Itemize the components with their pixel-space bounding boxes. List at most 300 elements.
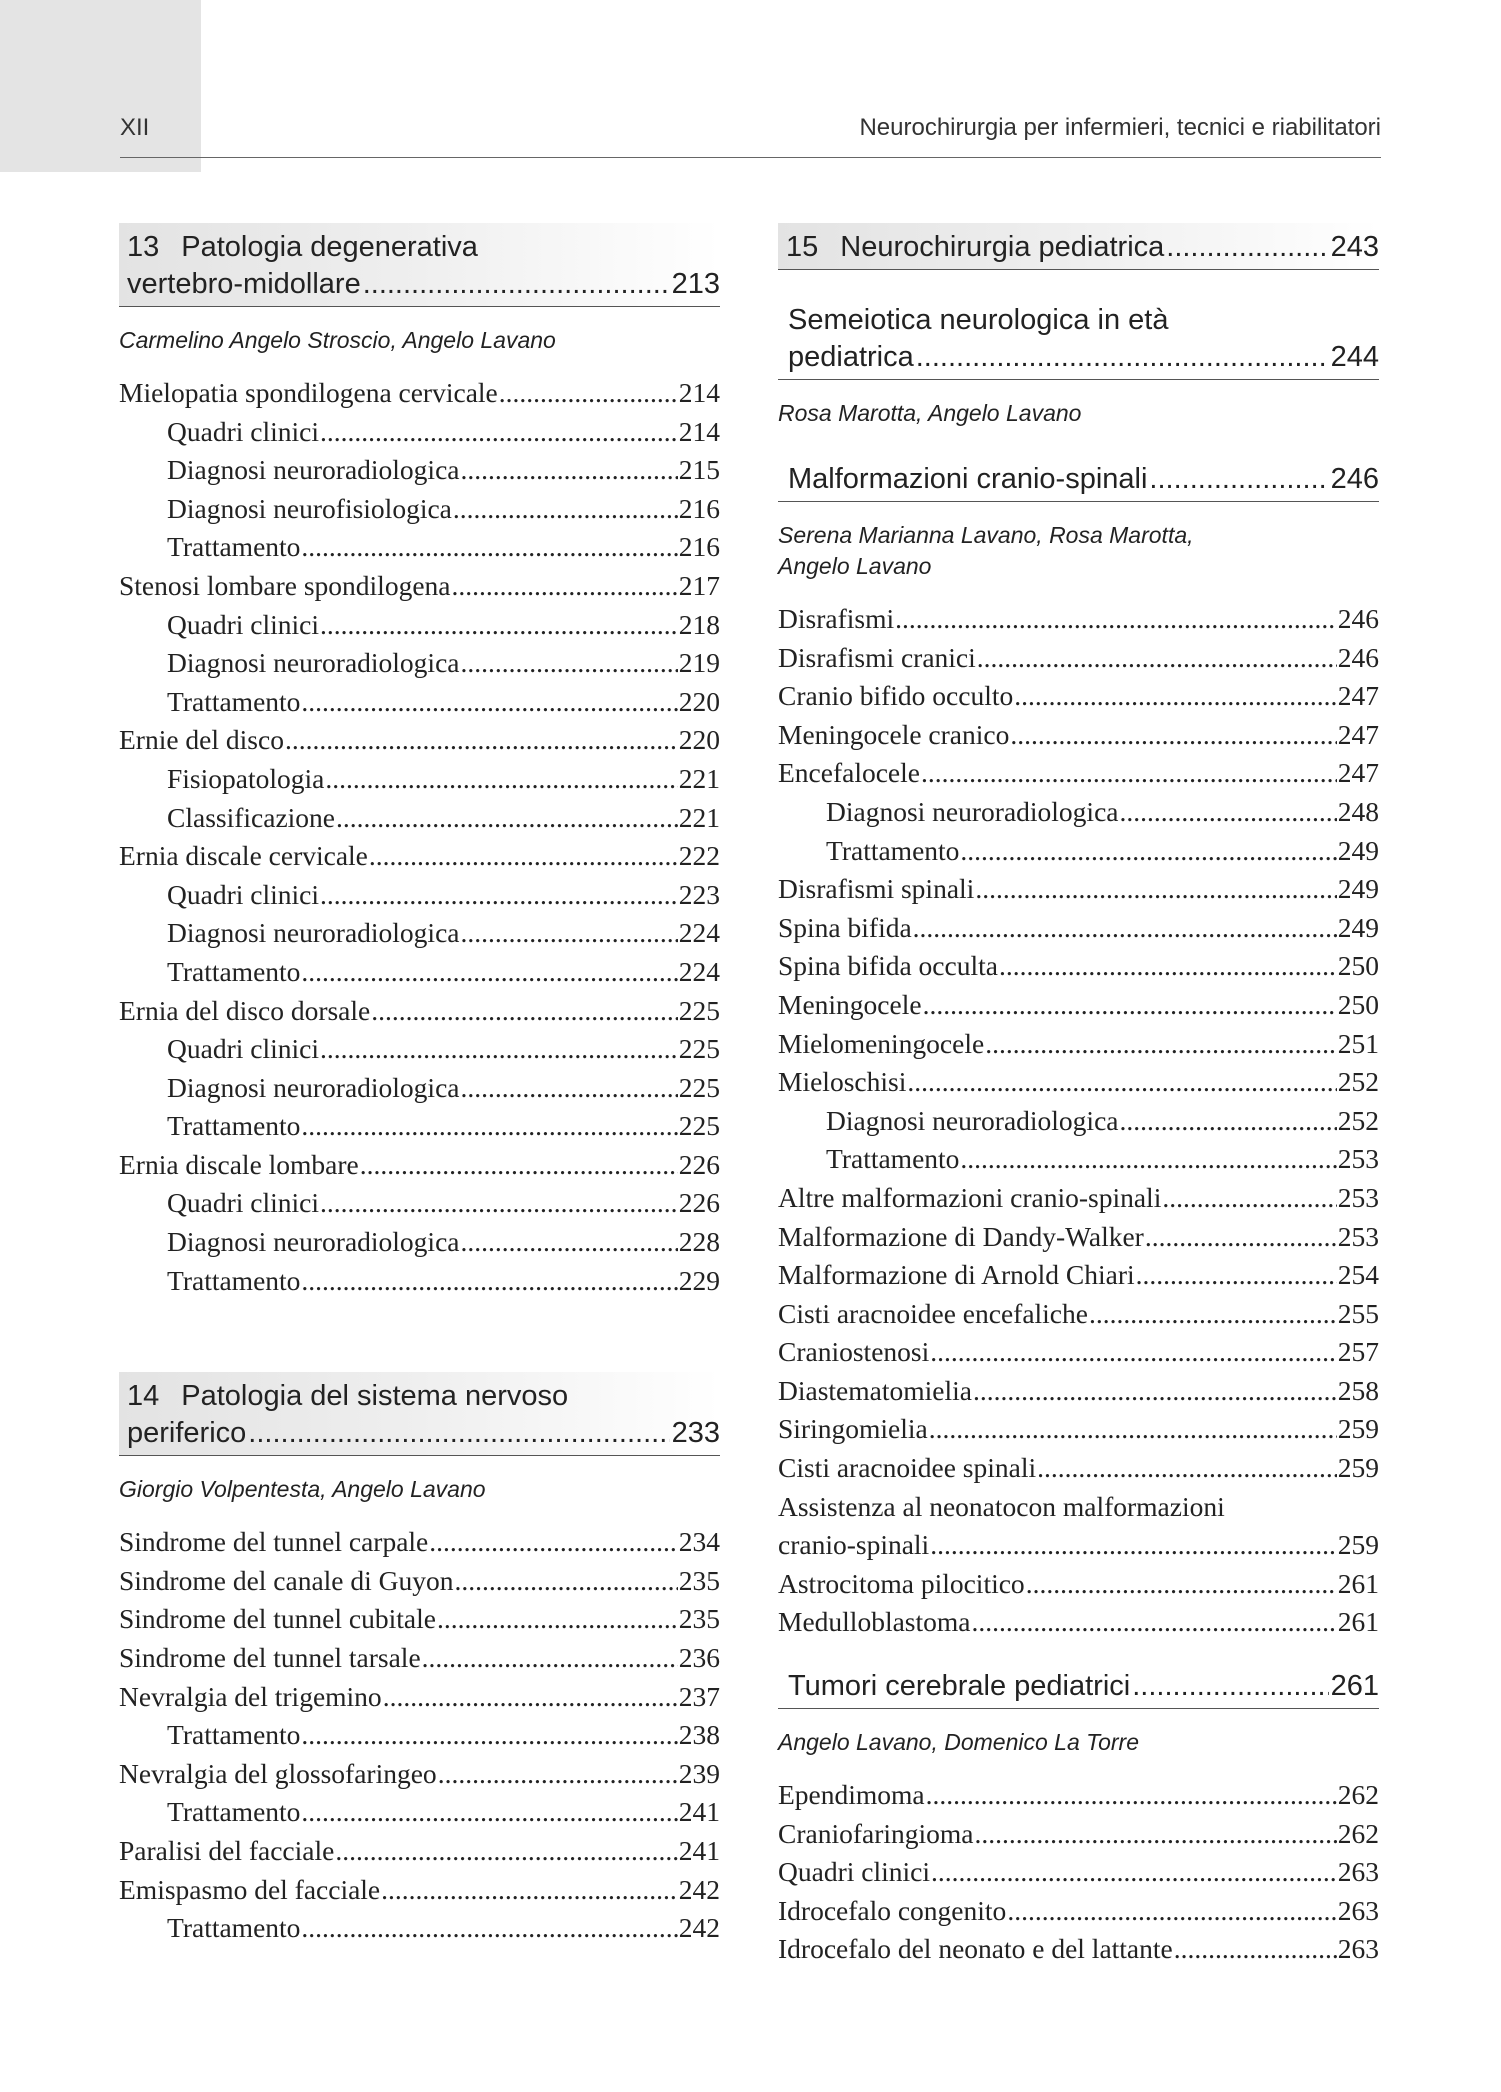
entry-label: Trattamento (826, 1143, 960, 1175)
leader-dots (913, 909, 1337, 948)
entry-label: Mielopatia spondilogena cervicale (119, 377, 498, 408)
entry-page: 247 (1337, 757, 1379, 789)
entry-label: Meningocele (778, 988, 922, 1020)
entry-page: 226 (678, 1148, 720, 1180)
entry-label: Astrocitoma pilocitico (778, 1567, 1025, 1599)
entry-label: Diagnosi neuroradiologica (167, 647, 460, 679)
leader-dots (973, 1372, 1337, 1411)
chapter-number: 15 (786, 231, 819, 263)
entry-page: 223 (678, 878, 720, 910)
entry-label: Cisti aracnoidee encefaliche (778, 1297, 1088, 1329)
entry-label: Altre malformazioni cranio-spinali (778, 1181, 1162, 1213)
toc-entry[interactable] (119, 1223, 720, 1262)
leader-dots (301, 1716, 677, 1755)
leader-dots (1014, 677, 1337, 716)
entry-label: Sindrome del tunnel carpale (119, 1526, 429, 1558)
entry-label: Quadri clinici (167, 878, 319, 910)
malformazioni-entries-2 (778, 1565, 1379, 1642)
running-title: Neurochirurgia per infermieri, tecnici e riabilitatori (859, 114, 1381, 141)
leader-dots (1166, 229, 1328, 266)
entry-label: Diagnosi neurofisiologica (167, 492, 452, 524)
entry-label: Idrocefalo congenito (778, 1894, 1007, 1926)
tumori-entries (778, 1776, 1379, 1969)
toc-entry[interactable] (119, 1523, 720, 1562)
leader-dots (1136, 1256, 1337, 1295)
leader-dots (1007, 1892, 1336, 1931)
entry-label: Quadri clinici (778, 1856, 930, 1888)
entry-page: 234 (678, 1526, 720, 1558)
toc-entry[interactable] (119, 1562, 720, 1601)
entry-page: 249 (1337, 911, 1379, 943)
chapter-14-heading[interactable] (119, 1372, 720, 1456)
leader-dots (971, 1603, 1336, 1642)
entry-label: Spina bifida (778, 911, 912, 943)
entry-label: Fisiopatologia (167, 762, 325, 794)
entry-label: Ependimoma (778, 1779, 925, 1811)
toc-entry[interactable] (778, 1776, 1379, 1815)
leader-dots (301, 683, 677, 722)
entry-label: Stenosi lombare spondilogena (119, 569, 451, 601)
toc-entry[interactable] (778, 870, 1379, 909)
entry-page: 248 (1337, 795, 1379, 827)
semeiotica-authors: Rosa Marotta, Angelo Lavano (778, 400, 1082, 426)
entry-label: Trattamento (167, 685, 301, 717)
leader-dots (985, 1025, 1337, 1064)
toc-entry[interactable] (119, 1909, 720, 1948)
entry-page: 246 (1337, 603, 1379, 634)
entry-label: Craniofaringioma (778, 1817, 974, 1849)
toc-entry[interactable] (119, 1262, 720, 1301)
entry-label: Medulloblastoma (778, 1606, 971, 1638)
leader-dots (320, 606, 678, 645)
entry-label: Quadri clinici (167, 415, 319, 447)
toc-entry[interactable] (778, 947, 1379, 986)
leader-dots (977, 639, 1337, 678)
section-title-line2: pediatrica (788, 341, 914, 373)
entry-label: Encefalocele (778, 757, 920, 789)
entry-page: 253 (1337, 1220, 1379, 1252)
entry-page: 262 (1337, 1779, 1379, 1811)
leader-dots (369, 837, 678, 876)
toc-entry[interactable] (778, 1603, 1379, 1642)
section-semeiotica-heading[interactable] (778, 298, 1379, 380)
chapter-title-line2: periferico (127, 1417, 247, 1450)
entry-page: 235 (678, 1603, 720, 1635)
leader-dots (360, 1146, 678, 1185)
leader-dots (301, 1793, 677, 1832)
entry-page: 219 (678, 647, 720, 679)
entry-page: 242 (678, 1873, 720, 1905)
chapter-14-authors: Giorgio Volpentesta, Angelo Lavano (119, 1476, 486, 1503)
entry-page: 241 (678, 1796, 720, 1828)
entry-page: 250 (1337, 950, 1379, 982)
leader-dots (1026, 1565, 1337, 1604)
toc-entry[interactable] (778, 716, 1379, 755)
leader-dots (453, 490, 678, 529)
tumori-authors: Angelo Lavano, Domenico La Torre (778, 1729, 1139, 1756)
entry-label: Trattamento (167, 1264, 301, 1296)
entry-page: 259 (1337, 1452, 1379, 1484)
leader-dots (460, 914, 677, 953)
chapter-title-line1: Patologia degenerativa (181, 231, 478, 263)
toc-entry[interactable] (119, 1184, 720, 1223)
toc-entry[interactable] (119, 992, 720, 1031)
leader-dots (325, 760, 677, 799)
leader-dots (437, 1600, 678, 1639)
entry-page: 241 (678, 1835, 720, 1866)
toc-entry[interactable] (778, 1140, 1379, 1179)
toc-entry[interactable] (778, 1853, 1379, 1892)
entry-label: Quadri clinici (167, 1187, 319, 1219)
chapter-13-entries (119, 374, 720, 1300)
entry-page: 225 (678, 1110, 720, 1142)
toc-entry[interactable] (778, 909, 1379, 948)
toc-entry[interactable] (119, 1678, 720, 1717)
entry-label: Trattamento (826, 834, 960, 866)
leader-dots (363, 266, 670, 303)
entry-label: Quadri clinici (167, 608, 319, 640)
toc-entry[interactable] (119, 374, 720, 413)
chapter-title-line1: Patologia del sistema nervoso (181, 1380, 569, 1413)
leader-dots (999, 947, 1337, 986)
leader-dots (285, 721, 678, 760)
toc-entry[interactable] (119, 1793, 720, 1832)
toc-entry[interactable] (778, 1102, 1379, 1141)
toc-entry[interactable] (778, 793, 1379, 832)
entry-page: 249 (1337, 873, 1379, 905)
entry-label: Assistenza al neonatocon malformazioni (778, 1490, 1225, 1522)
toc-entry[interactable] (778, 677, 1379, 716)
entry-label: Ernia discale cervicale (119, 840, 368, 872)
entry-label: Cisti aracnoidee spinali (778, 1452, 1037, 1484)
section-title: Tumori cerebrale pediatrici (788, 1670, 1131, 1703)
leader-dots (1119, 1102, 1336, 1141)
toc-entry[interactable] (778, 1218, 1379, 1257)
entry-label: Diastematomielia (778, 1374, 972, 1406)
entry-page: 242 (678, 1912, 720, 1944)
entry-label: Sindrome del tunnel cubitale (119, 1603, 436, 1635)
toc-entry[interactable] (119, 1716, 720, 1755)
entry-page: 263 (1337, 1856, 1379, 1888)
entry-page: 225 (678, 1071, 720, 1103)
toc-entry[interactable] (119, 1755, 720, 1794)
leader-dots (916, 339, 1329, 376)
leader-dots (460, 451, 677, 490)
section-page: 246 (1330, 463, 1379, 495)
toc-entry[interactable] (778, 600, 1379, 639)
entry-page: 221 (678, 801, 720, 833)
toc-entry[interactable] (778, 986, 1379, 1025)
chapter-15-heading[interactable] (778, 223, 1379, 270)
entry-page: 263 (1337, 1933, 1379, 1965)
leader-dots (499, 374, 678, 413)
entry-label: cranio-spinali (778, 1529, 930, 1561)
toc-entry[interactable] (119, 606, 720, 645)
leader-dots (1174, 1930, 1337, 1969)
entry-label: Sindrome del tunnel tarsale (119, 1642, 421, 1674)
entry-label: Diagnosi neuroradiologica (826, 795, 1119, 827)
entry-page: 239 (678, 1757, 720, 1789)
entry-label: Diagnosi neuroradiologica (826, 1104, 1119, 1136)
toc-entry[interactable] (778, 1565, 1379, 1604)
leader-dots (907, 1063, 1336, 1102)
entry-label: Siringomielia (778, 1413, 928, 1445)
entry-page: 261 (1337, 1606, 1379, 1638)
leader-dots (301, 1107, 677, 1146)
toc-entry[interactable] (119, 451, 720, 490)
entry-page: 249 (1337, 834, 1379, 866)
leader-dots (921, 754, 1337, 793)
toc-entry[interactable] (119, 1871, 720, 1910)
entry-page: 214 (678, 377, 720, 408)
entry-label: Diagnosi neuroradiologica (167, 1226, 460, 1258)
chapter-13-heading[interactable] (119, 223, 720, 307)
chapter-number: 13 (127, 231, 160, 263)
entry-page: 250 (1337, 988, 1379, 1020)
toc-entry[interactable] (119, 1832, 720, 1871)
leader-dots (1162, 1179, 1336, 1218)
toc-entry[interactable] (119, 799, 720, 838)
entry-page: 257 (1337, 1336, 1379, 1368)
section-tumori-heading[interactable] (778, 1664, 1379, 1709)
toc-entry[interactable] (119, 1600, 720, 1639)
entry-page: 252 (1337, 1104, 1379, 1136)
entry-page: 215 (678, 454, 720, 486)
entry-page: 216 (678, 492, 720, 524)
entry-page: 220 (678, 685, 720, 717)
leader-dots (931, 1853, 1337, 1892)
chapter-page: 213 (671, 268, 720, 300)
leader-dots (438, 1755, 678, 1794)
toc-entry[interactable] (119, 953, 720, 992)
leader-dots (1119, 793, 1336, 832)
entry-label: Craniostenosi (778, 1336, 930, 1368)
chapter-page: 243 (1330, 231, 1379, 263)
section-title-line1: Semeiotica neurologica in età (788, 304, 1169, 336)
toc-entry[interactable] (778, 1025, 1379, 1064)
leader-dots (895, 600, 1337, 639)
entry-label: Nevralgia del glossofaringeo (119, 1757, 437, 1789)
entry-page: 237 (678, 1680, 720, 1712)
entry-label: Malformazione di Arnold Chiari (778, 1259, 1135, 1291)
chapter-14-entries (119, 1523, 720, 1948)
leader-dots (381, 1871, 678, 1910)
toc-entry[interactable] (119, 1639, 720, 1678)
entry-page: 261 (1337, 1567, 1379, 1599)
chapter-number: 14 (127, 1380, 160, 1413)
toc-entry[interactable] (119, 1107, 720, 1146)
toc-entry[interactable] (778, 1295, 1379, 1334)
entry-label: Ernie del disco (119, 724, 284, 756)
toc-entry[interactable] (119, 914, 720, 953)
toc-entry[interactable] (119, 567, 720, 606)
entry-page: 235 (678, 1564, 720, 1596)
entry-page: 217 (678, 569, 720, 601)
entry-page: 225 (678, 994, 720, 1026)
toc-entry[interactable] (778, 1449, 1379, 1488)
leader-dots (960, 832, 1336, 871)
leader-dots (975, 870, 1336, 909)
toc-entry[interactable] (778, 1063, 1379, 1102)
entry-label: Paralisi del facciale (119, 1835, 335, 1866)
toc-entry[interactable] (778, 1488, 1379, 1527)
toc-entry[interactable] (119, 876, 720, 915)
leader-dots (923, 986, 1337, 1025)
entry-page: 236 (678, 1642, 720, 1674)
entry-page: 259 (1337, 1529, 1379, 1561)
leader-dots (975, 1815, 1337, 1854)
leader-dots (320, 1184, 678, 1223)
chapter-title-line2: vertebro-midollare (127, 268, 361, 300)
entry-label: Ernia del disco dorsale (119, 994, 371, 1026)
chapter-page: 233 (671, 1417, 720, 1450)
entry-label: Quadri clinici (167, 1033, 319, 1065)
entry-label: Trattamento (167, 531, 301, 563)
toc-entry[interactable] (778, 1892, 1379, 1931)
entry-page: 258 (1337, 1374, 1379, 1406)
leader-dots (429, 1523, 677, 1562)
toc-entry[interactable] (778, 1333, 1379, 1372)
leader-dots (1149, 461, 1328, 498)
toc-entry[interactable] (119, 413, 720, 452)
entry-label: Trattamento (167, 1912, 301, 1944)
toc-entry[interactable] (778, 1372, 1379, 1411)
entry-page: 247 (1337, 718, 1379, 750)
leader-dots (336, 799, 678, 838)
toc-entry[interactable] (778, 1410, 1379, 1449)
leader-dots (248, 1415, 669, 1452)
entry-page: 226 (678, 1187, 720, 1219)
entry-label: Ernia discale lombare (119, 1148, 359, 1180)
entry-label: Emispasmo del facciale (119, 1873, 381, 1905)
toc-entry[interactable] (119, 1069, 720, 1108)
entry-page: 246 (1337, 641, 1379, 673)
leader-dots (301, 1262, 677, 1301)
page-number: XII (120, 114, 150, 141)
entry-label: Trattamento (167, 955, 301, 987)
toc-entry[interactable] (778, 1930, 1379, 1969)
entry-label: Disrafismi (778, 603, 895, 634)
leader-dots (1010, 716, 1336, 755)
left-column (119, 223, 720, 1948)
leader-dots (422, 1639, 678, 1678)
entry-page: 221 (678, 762, 720, 794)
malformazioni-entries (778, 600, 1379, 1488)
authors-line1: Serena Marianna Lavano, Rosa Marotta, (778, 522, 1194, 548)
entry-page: 229 (678, 1264, 720, 1296)
entry-label: Spina bifida occulta (778, 950, 998, 982)
toc-entry[interactable] (778, 1179, 1379, 1218)
leader-dots (451, 567, 677, 606)
entry-page: 218 (678, 608, 720, 640)
section-page: 244 (1330, 341, 1379, 373)
entry-label: Meningocele cranico (778, 718, 1010, 750)
leader-dots (1132, 1668, 1328, 1705)
chapter-title: Neurochirurgia pediatrica (840, 231, 1165, 263)
leader-dots (320, 876, 678, 915)
entry-page: 228 (678, 1226, 720, 1258)
toc-entry[interactable] (119, 760, 720, 799)
entry-label: Trattamento (167, 1110, 301, 1142)
toc-entry[interactable] (778, 1526, 1379, 1565)
entry-page: 214 (678, 415, 720, 447)
toc-entry[interactable] (119, 683, 720, 722)
leader-dots (320, 1030, 678, 1069)
entry-label: Diagnosi neuroradiologica (167, 454, 460, 486)
toc-entry[interactable] (119, 721, 720, 760)
toc-entry[interactable] (778, 1256, 1379, 1295)
leader-dots (930, 1333, 1337, 1372)
entry-page: 253 (1337, 1181, 1379, 1213)
entry-label: Mieloschisi (778, 1066, 907, 1098)
entry-page: 252 (1337, 1066, 1379, 1098)
entry-page: 251 (1337, 1027, 1379, 1059)
entry-page: 238 (678, 1719, 720, 1751)
leader-dots (929, 1410, 1337, 1449)
entry-page: 224 (678, 917, 720, 949)
entry-page: 253 (1337, 1143, 1379, 1175)
entry-page: 254 (1337, 1259, 1379, 1291)
leader-dots (1037, 1449, 1337, 1488)
entry-page: 224 (678, 955, 720, 987)
toc-entry[interactable] (119, 1146, 720, 1185)
entry-label: Cranio bifido occulto (778, 680, 1014, 712)
entry-label: Diagnosi neuroradiologica (167, 917, 460, 949)
leader-dots (383, 1678, 678, 1717)
leader-dots (455, 1562, 678, 1601)
toc-entry[interactable] (119, 644, 720, 683)
entry-page: 222 (678, 840, 720, 872)
toc-entry[interactable] (778, 754, 1379, 793)
section-page: 261 (1330, 1670, 1379, 1703)
entry-label: Trattamento (167, 1796, 301, 1828)
authors-line2: Angelo Lavano (778, 553, 932, 579)
entry-label: Malformazione di Dandy-Walker (778, 1220, 1144, 1252)
toc-entry[interactable] (119, 490, 720, 529)
header-rule (120, 157, 1381, 158)
leader-dots (960, 1140, 1336, 1179)
entry-page: 220 (678, 724, 720, 756)
leader-dots (301, 953, 677, 992)
entry-page: 262 (1337, 1817, 1379, 1849)
malformazioni-authors (778, 520, 1379, 582)
entry-page: 216 (678, 531, 720, 563)
entry-page: 263 (1337, 1894, 1379, 1926)
leader-dots (926, 1776, 1337, 1815)
entry-label: Disrafismi cranici (778, 641, 976, 673)
entry-label: Mielomeningocele (778, 1027, 985, 1059)
toc-entry[interactable] (778, 639, 1379, 678)
entry-page: 255 (1337, 1297, 1379, 1329)
leader-dots (371, 992, 678, 1031)
toc-entry[interactable] (119, 528, 720, 567)
toc-entry[interactable] (778, 1815, 1379, 1854)
entry-label: Trattamento (167, 1719, 301, 1751)
toc-entry[interactable] (119, 1030, 720, 1069)
leader-dots (460, 644, 677, 683)
leader-dots (320, 413, 678, 452)
entry-label: Sindrome del canale di Guyon (119, 1564, 454, 1596)
corner-tab (0, 0, 201, 172)
toc-entry[interactable] (119, 837, 720, 876)
leader-dots (460, 1069, 677, 1108)
leader-dots (301, 528, 677, 567)
entry-label: Disrafismi spinali (778, 873, 975, 905)
entry-page: 259 (1337, 1413, 1379, 1445)
section-malformazioni-heading[interactable] (778, 457, 1379, 502)
entry-label: Nevralgia del trigemino (119, 1680, 382, 1712)
toc-entry[interactable] (778, 832, 1379, 871)
